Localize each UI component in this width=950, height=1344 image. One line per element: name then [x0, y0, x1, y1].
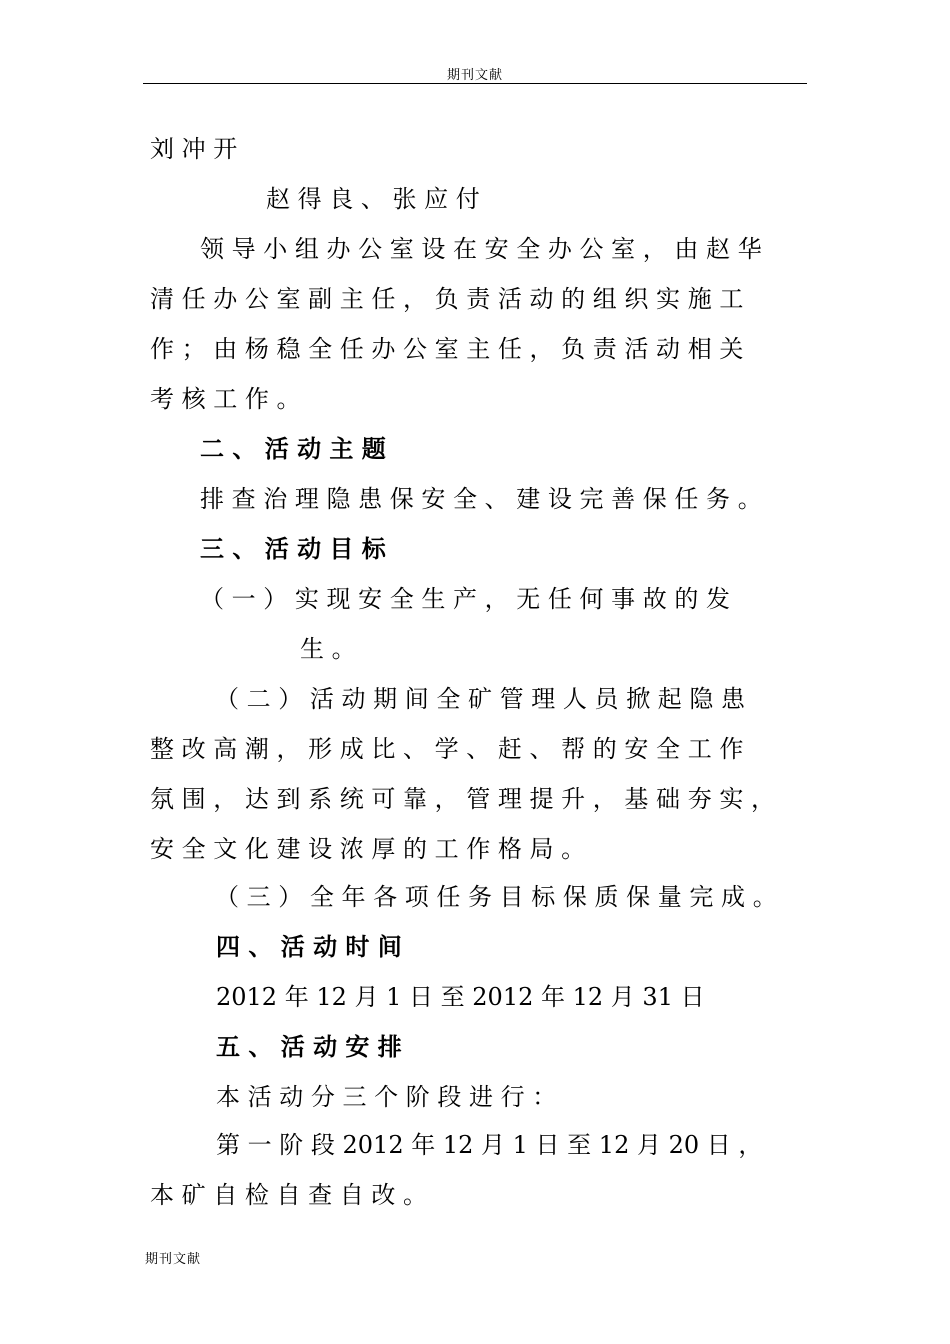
body-line-15: 安 全 文 化 建 设 浓 厚 的 工 作 格 局 。: [150, 835, 586, 863]
body-line-20: 本 活 动 分 三 个 阶 段 进 行 ：: [216, 1083, 557, 1111]
body-line-12: （ 二 ） 活 动 期 间 全 矿 管 理 人 员 掀 起 隐 患: [215, 685, 746, 713]
body-line-14: 氛 围 ， 达 到 系 统 可 靠 ， 管 理 提 升 ， 基 础 夯 实 ，: [150, 785, 775, 813]
page-footer: 期刊文献: [145, 1252, 202, 1267]
body-line-22: 本 矿 自 检 自 查 自 改 。: [150, 1181, 428, 1209]
body-line-2: 赵 得 良 、 张 应 付: [266, 185, 480, 213]
header-rule: [143, 83, 807, 84]
body-line-10: （ 一 ） 实 现 安 全 生 产 ， 无 任 何 事 故 的 发: [200, 585, 731, 613]
body-line-16: （ 三 ） 全 年 各 项 任 务 目 标 保 质 保 量 完 成 。: [215, 883, 777, 911]
body-line-21: 第 一 阶 段 2012 年 12 月 1 日 至 12 月 20 日 ，: [216, 1131, 763, 1159]
body-line-11: 生 。: [300, 635, 356, 663]
body-line-1: 刘 冲 开: [150, 135, 238, 163]
body-line-13: 整 改 高 潮 ， 形 成 比 、 学 、 赶 、 帮 的 安 全 工 作: [150, 735, 744, 763]
section-heading-5: 五 、 活 动 安 排: [216, 1032, 402, 1061]
body-line-5: 作 ； 由 杨 稳 全 任 办 公 室 主 任 ， 负 责 活 动 相 关: [150, 335, 744, 363]
section-heading-3: 三 、 活 动 目 标: [200, 534, 386, 563]
body-line-4: 清 任 办 公 室 副 主 任 ， 负 责 活 动 的 组 织 实 施 工: [150, 285, 744, 313]
body-line-3: 领 导 小 组 办 公 室 设 在 安 全 办 公 室 ， 由 赵 华: [200, 235, 762, 263]
page-header: 期刊文献: [446, 68, 503, 83]
body-line-18: 2012 年 12 月 1 日 至 2012 年 12 月 31 日: [216, 983, 705, 1011]
body-line-8: 排 查 治 理 隐 患 保 安 全 、 建 设 完 善 保 任 务 。: [200, 485, 762, 513]
section-heading-4: 四 、 活 动 时 间: [216, 932, 402, 961]
body-line-6: 考 核 工 作 。: [150, 385, 301, 413]
section-heading-2: 二 、 活 动 主 题: [200, 434, 386, 463]
